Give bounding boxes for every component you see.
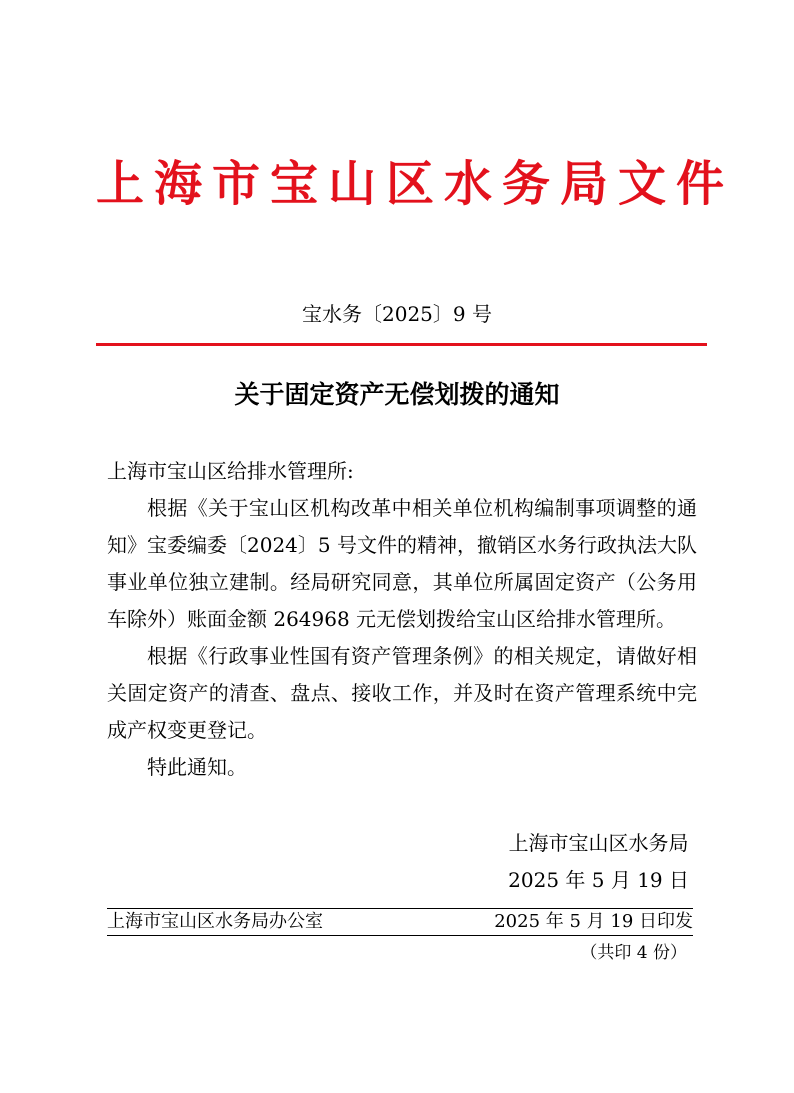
notice-body [107,453,697,786]
body-paragraph: 根据《行政事业性国有资产管理条例》的相关规定，请做好相关固定资产的清查、盘点、接收工作，并及时在资产管理系统中完成产权变更登记。 [107,644,697,742]
copies-count: （共印 4 份） [580,943,687,963]
closing-line: 特此通知。 [147,755,247,779]
signature-block [508,825,689,899]
issuing-authority-header: 上海市宝山区水务局文件 [96,156,735,212]
document-number: 宝水务〔2025〕9 号 [302,302,492,326]
footer-issue-date: 2025 年 5 月 19 日印发 [494,911,693,932]
footer-issuer: 上海市宝山区水务局办公室 [107,911,323,932]
signing-date: 2025 年 5 月 19 日 [508,868,689,892]
signing-organization: 上海市宝山区水务局 [508,831,689,855]
addressee: 上海市宝山区给排水管理所: [107,459,354,483]
red-separator-line [96,343,707,346]
footer-print-info [107,911,693,933]
body-paragraph: 根据《关于宝山区机构改革中相关单位机构编制事项调整的通知》宝委编委〔2024〕5 号文件的精神，撤销区水务行政执法大队事业单位独立建制。经局研究同意，其单位所属固定资产（公务用车除外）账面金额 264968 元无偿划拨给宝山区给排水管理所。 [107,496,697,631]
footer-top-rule [107,908,693,909]
notice-title: 关于固定资产无偿划拨的通知 [234,380,560,409]
footer-bottom-rule [107,935,693,936]
